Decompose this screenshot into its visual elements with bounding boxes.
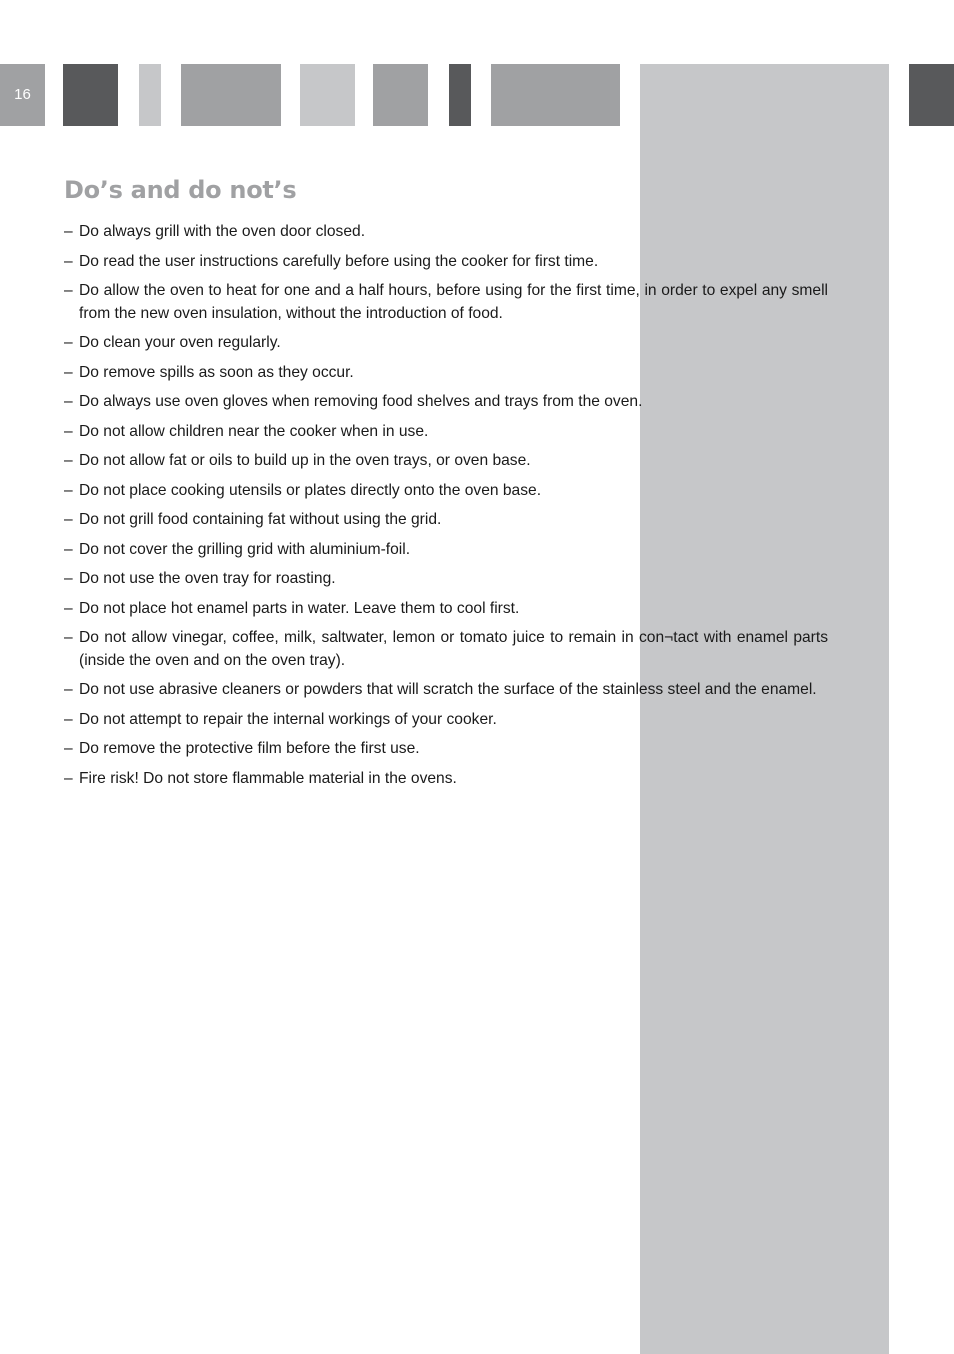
bullet-dash: – [64, 334, 73, 351]
list-item-text: Do always grill with the oven door closed. [79, 223, 366, 240]
list-item-text: Do remove the protective film before the first use. [79, 740, 420, 757]
list-item-text: Do not attempt to repair the internal workings of your cooker. [79, 710, 497, 728]
bullet-dash: – [64, 511, 73, 528]
header-block [909, 64, 954, 126]
list-item [64, 509, 828, 532]
list-item [64, 598, 828, 621]
page-number: 16 [0, 64, 45, 126]
list-item [64, 627, 828, 672]
bullet-dash: – [64, 599, 73, 617]
list-item-text: Do clean your oven regularly. [79, 334, 281, 351]
list-item-text: Do not allow children near the cooker when in use. [79, 422, 429, 440]
list-item-text: Do not grill food containing fat without using the grid. [79, 511, 442, 528]
header-block [300, 64, 355, 126]
list-item [64, 679, 828, 702]
list-item [64, 391, 828, 414]
bullet-dash: – [64, 422, 73, 440]
list-item [64, 280, 828, 325]
bullet-dash: – [64, 769, 73, 787]
bullet-dash: – [64, 681, 73, 698]
list-item-text: Do not use the oven tray for roasting. [79, 570, 336, 587]
list-item-text: Do not place hot enamel parts in water. Leave them to cool first. [79, 599, 520, 617]
header-block [373, 64, 428, 126]
list-item-text: Do not cover the grilling grid with aluminium-foil. [79, 540, 411, 558]
header-block [449, 64, 471, 126]
header-block [139, 64, 161, 126]
list-item [64, 450, 828, 473]
bullet-dash: – [64, 570, 73, 587]
list-item-text: Do remove spills as soon as they occur. [79, 363, 354, 381]
list-item [64, 709, 828, 732]
header-block [491, 64, 620, 126]
list-item [64, 768, 828, 791]
list-item [64, 362, 828, 385]
bullet-dash: – [64, 481, 73, 499]
list-item [64, 251, 828, 274]
list-item [64, 568, 828, 591]
list-item [64, 421, 828, 444]
list-item [64, 480, 828, 503]
header-block [181, 64, 281, 126]
list-item-text: Do allow the oven to heat for one and a half hours, before using for the first time, in order to expel any smell from the new oven insulation, without the introduction of food. [79, 282, 828, 322]
bullet-dash: – [64, 252, 73, 270]
list-item [64, 332, 828, 355]
bullet-dash: – [64, 223, 73, 240]
list-item-text: Fire risk! Do not store flammable material in the ovens. [79, 769, 457, 787]
list-item-text: Do not allow fat or oils to build up in the oven trays, or oven base. [79, 452, 531, 469]
bullet-dash: – [64, 629, 73, 646]
list-item [64, 539, 828, 562]
section-title: Do’s and do not’s [64, 176, 297, 204]
bullet-dash: – [64, 363, 73, 381]
list-item-text: Do always use oven gloves when removing food shelves and trays from the oven. [79, 393, 643, 410]
bullet-dash: – [64, 282, 73, 299]
bullet-dash: – [64, 540, 73, 558]
list-item-text: Do not allow vinegar, coffee, milk, saltwater, lemon or tomato juice to remain in con¬tact with enamel parts (inside the oven and on the oven tray). [79, 629, 828, 669]
bullet-dash: – [64, 740, 73, 757]
list-item [64, 738, 828, 761]
header-block [63, 64, 118, 126]
bullet-dash: – [64, 452, 73, 469]
dos-and-donts-list [64, 221, 828, 797]
list-item-text: Do not use abrasive cleaners or powders that will scratch the surface of the stainless steel and the enamel. [79, 681, 817, 698]
bullet-dash: – [64, 710, 73, 728]
list-item-text: Do not place cooking utensils or plates directly onto the oven base. [79, 481, 542, 499]
list-item [64, 221, 828, 244]
list-item-text: Do read the user instructions carefully before using the cooker for first time. [79, 252, 599, 270]
bullet-dash: – [64, 393, 73, 410]
